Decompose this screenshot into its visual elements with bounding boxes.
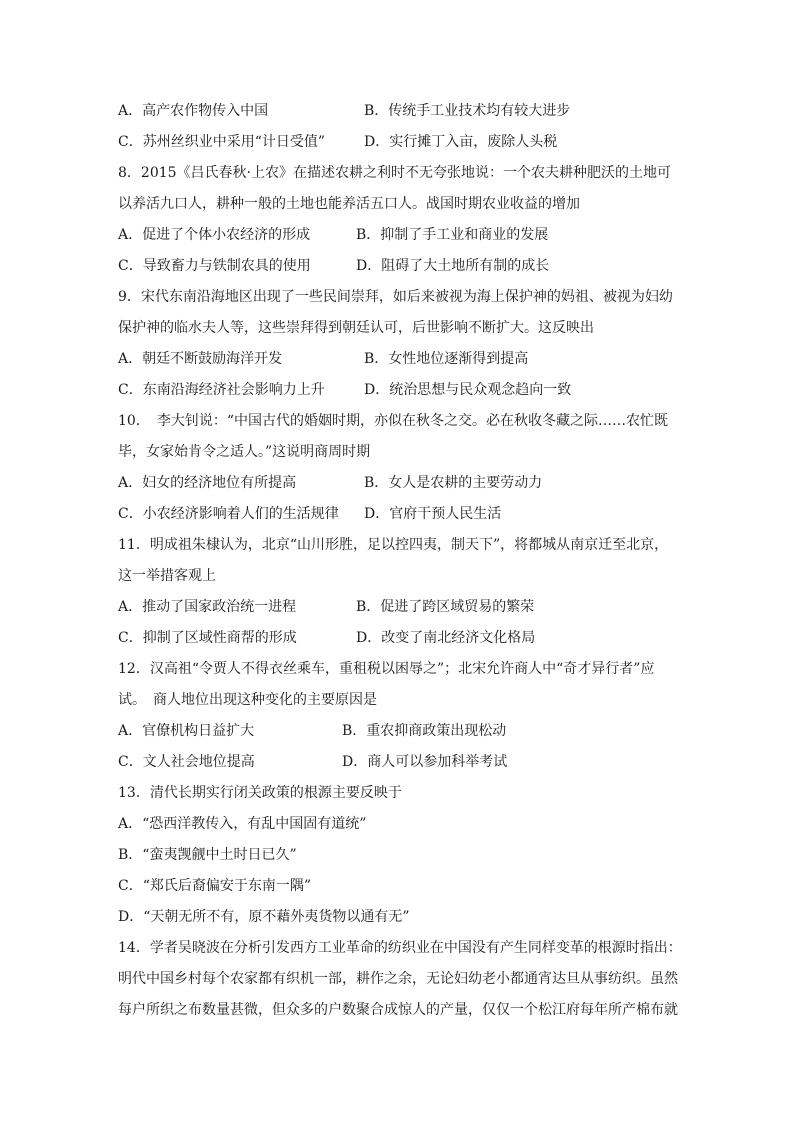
option-right: B．女性地位逐渐得到提高 — [364, 351, 529, 367]
question-content — [118, 96, 682, 1026]
question-text: D．“天朝无所不有，原不藉外夷货物以通有无” — [118, 909, 410, 925]
text-line — [118, 530, 678, 561]
option-row — [118, 592, 678, 623]
option-right: B．女人是农耕的主要劳动力 — [364, 475, 543, 491]
text-line — [118, 778, 678, 809]
option-row — [118, 375, 678, 406]
text-line — [118, 902, 678, 933]
option-right: D．商人可以参加科举考试 — [342, 754, 508, 770]
option-row — [118, 96, 678, 127]
question-text: 每户所织之布数量甚微，但众多的户数聚合成惊人的产量，仅仅一个松江府每年所产棉布就 — [118, 1002, 678, 1018]
option-row — [118, 468, 678, 499]
question-text: B．“蛮夷觊觎中土时日已久” — [118, 847, 297, 863]
option-right: B．促进了跨区域贸易的繁荣 — [356, 599, 535, 615]
option-right: B．传统手工业技术均有较大进步 — [364, 103, 571, 119]
question-text: 这一举措客观上 — [118, 568, 216, 584]
option-right: D．官府干预人民生活 — [364, 506, 502, 522]
question-text: 14．学者吴晓波在分析引发西方工业革命的纺织业在中国没有产生同样变革的根源时指出： — [118, 940, 682, 956]
question-text: A．“恐西洋教传入，有乱中国固有道统” — [118, 816, 367, 832]
text-line — [118, 437, 678, 468]
text-line — [118, 282, 678, 313]
text-line — [118, 840, 678, 871]
option-row — [118, 716, 678, 747]
option-left: C．小农经济影响着人们的生活规律 — [118, 506, 339, 522]
option-row — [118, 499, 678, 530]
option-right: D．阻碍了大土地所有制的成长 — [356, 258, 550, 274]
text-line — [118, 189, 678, 220]
question-text: 试。 商人地位出现这种变化的主要原因是 — [118, 692, 377, 708]
option-right: B．抑制了手工业和商业的发展 — [356, 227, 549, 243]
option-left: C．东南沿海经济社会影响力上升 — [118, 382, 325, 398]
option-left: A．高产农作物传入中国 — [118, 103, 269, 119]
question-text: 11．明成祖朱棣认为，北京“山川形胜，足以控四夷，制天下”，将都城从南京迁至北京， — [118, 537, 669, 553]
text-line — [118, 561, 678, 592]
option-left: C．文人社会地位提高 — [118, 754, 255, 770]
option-left: A．朝廷不断鼓励海洋开发 — [118, 351, 283, 367]
question-text: C．“郑氏后裔偏安于东南一隅” — [118, 878, 312, 894]
text-line — [118, 685, 678, 716]
question-text: 13．清代长期实行闭关政策的根源主要反映于 — [118, 785, 402, 801]
text-line — [118, 406, 678, 437]
option-left: C．苏州丝织业中采用“计日受值” — [118, 134, 326, 150]
question-text: 10． 李大钊说：“中国古代的婚姻时期，亦似在秋冬之交。必在秋收冬藏之际……农忙既 — [118, 413, 668, 429]
option-row — [118, 623, 678, 654]
option-right: D．统治思想与民众观念趋向一致 — [364, 382, 572, 398]
question-text: 9．宋代东南沿海地区出现了一些民间崇拜，如后来被视为海上保护神的妈祖、被视为妇幼 — [118, 289, 673, 305]
question-text: 明代中国乡村每个农家都有织机一部，耕作之余，无论妇幼老小都通宵达旦从事纺织。虽然 — [118, 971, 678, 987]
text-line — [118, 809, 678, 840]
option-row — [118, 251, 678, 282]
option-right: B．重农抑商政策出现松动 — [342, 723, 507, 739]
text-line — [118, 871, 678, 902]
question-text: 毕，女家始肯令之适人。”这说明商周时期 — [118, 444, 371, 460]
option-right: D．改变了南北经济文化格局 — [356, 630, 536, 646]
text-line — [118, 964, 678, 995]
option-left: A．推动了国家政治统一进程 — [118, 599, 297, 615]
question-text: 12．汉高祖“令贾人不得衣丝乘车，重租税以困辱之”；北宋允许商人中“奇才异行者”应 — [118, 661, 655, 677]
option-row — [118, 344, 678, 375]
option-row — [118, 127, 678, 158]
option-row — [118, 220, 678, 251]
option-left: C．导致畜力与铁制农具的使用 — [118, 258, 311, 274]
question-text: 以养活九口人，耕种一般的土地也能养活五口人。战国时期农业收益的增加 — [118, 196, 580, 212]
option-left: A．官僚机构日益扩大 — [118, 723, 255, 739]
text-line — [118, 654, 678, 685]
option-left: A．促进了个体小农经济的形成 — [118, 227, 311, 243]
text-line — [118, 995, 678, 1026]
option-right: D．实行摊丁入亩，废除人头税 — [364, 134, 558, 150]
question-text: 保护神的临水夫人等，这些崇拜得到朝廷认可，后世影响不断扩大。这反映出 — [118, 320, 594, 336]
text-line — [118, 933, 682, 964]
option-row — [118, 747, 678, 778]
option-left: A．妇女的经济地位有所提高 — [118, 475, 297, 491]
text-line — [118, 313, 678, 344]
text-line — [118, 158, 678, 189]
option-left: C．抑制了区域性商帮的形成 — [118, 630, 297, 646]
question-text: 8．2015《吕氏春秋·上农》在描述农耕之利时不无夸张地说：一个农夫耕种肥沃的土地可 — [118, 165, 671, 181]
